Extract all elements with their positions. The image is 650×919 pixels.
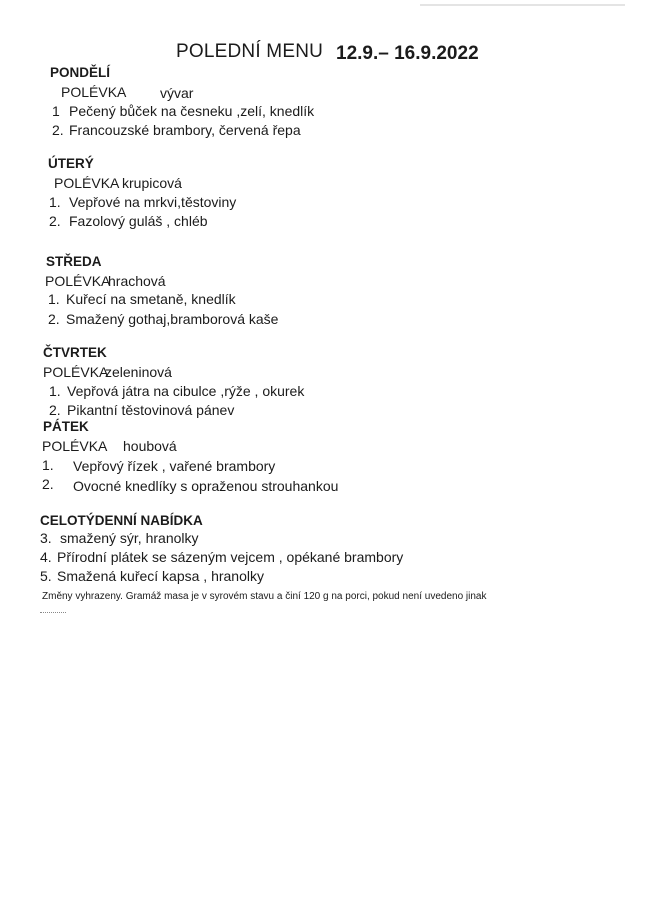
item-number: 2. — [49, 213, 61, 229]
day-heading-thursday: ČTVRTEK — [43, 345, 107, 360]
item-number: 1 — [52, 103, 60, 119]
disclaimer-note: Změny vyhrazeny. Gramáž masa je v syrovém stavu a činí 120 g na porci, pokud není uvedeno jinak — [42, 591, 487, 602]
menu-item-wednesday-2: Smažený gothaj,bramborová kaše — [66, 311, 279, 327]
item-number: 2. — [49, 402, 61, 418]
scan-edge-line — [420, 4, 625, 6]
soup-wednesday: hrachová — [108, 273, 166, 289]
menu-item-tuesday-2: Fazolový guláš , chléb — [69, 213, 208, 229]
soup-tuesday: krupicová — [122, 175, 182, 191]
item-number: 2. — [52, 122, 64, 138]
menu-title: POLEDNÍ MENU — [176, 41, 324, 62]
item-number: 4. — [40, 549, 52, 565]
menu-item-friday-1: Vepřový řízek , vařené brambory — [73, 458, 276, 474]
soup-monday: vývar — [160, 85, 194, 101]
weekly-item-5: Smažená kuřecí kapsa , hranolky — [57, 568, 264, 584]
day-heading-tuesday: ÚTERÝ — [48, 156, 94, 171]
cut-off-text-fragment — [40, 612, 66, 616]
menu-item-monday-2: Francouzské brambory, červená řepa — [69, 122, 301, 138]
menu-item-tuesday-1: Vepřové na mrkvi,těstoviny — [69, 194, 237, 210]
menu-item-thursday-1: Vepřová játra na cibulce ,rýže , okurek — [67, 383, 305, 399]
item-number: 1. — [49, 194, 61, 210]
soup-label-thursday: POLÉVKA — [43, 364, 109, 380]
day-heading-friday: PÁTEK — [43, 419, 89, 434]
item-number: 3. — [40, 530, 52, 546]
item-number: 1. — [48, 291, 60, 307]
item-number: 1. — [42, 457, 54, 473]
item-number: 1. — [49, 383, 61, 399]
soup-label-wednesday: POLÉVKA — [45, 273, 111, 289]
menu-item-wednesday-1: Kuřecí na smetaně, knedlík — [66, 291, 236, 307]
day-heading-monday: PONDĚLÍ — [50, 65, 111, 80]
menu-dates: 12.9.– 16.9.2022 — [336, 43, 479, 64]
weekly-item-3: smažený sýr, hranolky — [60, 530, 199, 546]
item-number: 5. — [40, 568, 52, 584]
soup-label-tuesday: POLÉVKA — [54, 175, 120, 191]
soup-thursday: zeleninová — [105, 364, 172, 380]
weekly-offer-heading: CELOTÝDENNÍ NABÍDKA — [40, 513, 203, 528]
menu-item-monday-1: Pečený bůček na česneku ,zelí, knedlík — [69, 103, 315, 119]
item-number: 2. — [48, 311, 60, 327]
menu-item-thursday-2: Pikantní těstovinová pánev — [67, 402, 235, 418]
weekly-item-4: Přírodní plátek se sázeným vejcem , opékané brambory — [57, 549, 404, 565]
soup-label-friday: POLÉVKA — [42, 438, 108, 454]
menu-item-friday-2: Ovocné knedlíky s opraženou strouhankou — [73, 478, 339, 494]
soup-friday: houbová — [123, 438, 177, 454]
day-heading-wednesday: STŘEDA — [46, 254, 102, 269]
soup-label-monday: POLÉVKA — [61, 84, 127, 100]
item-number: 2. — [42, 476, 54, 492]
